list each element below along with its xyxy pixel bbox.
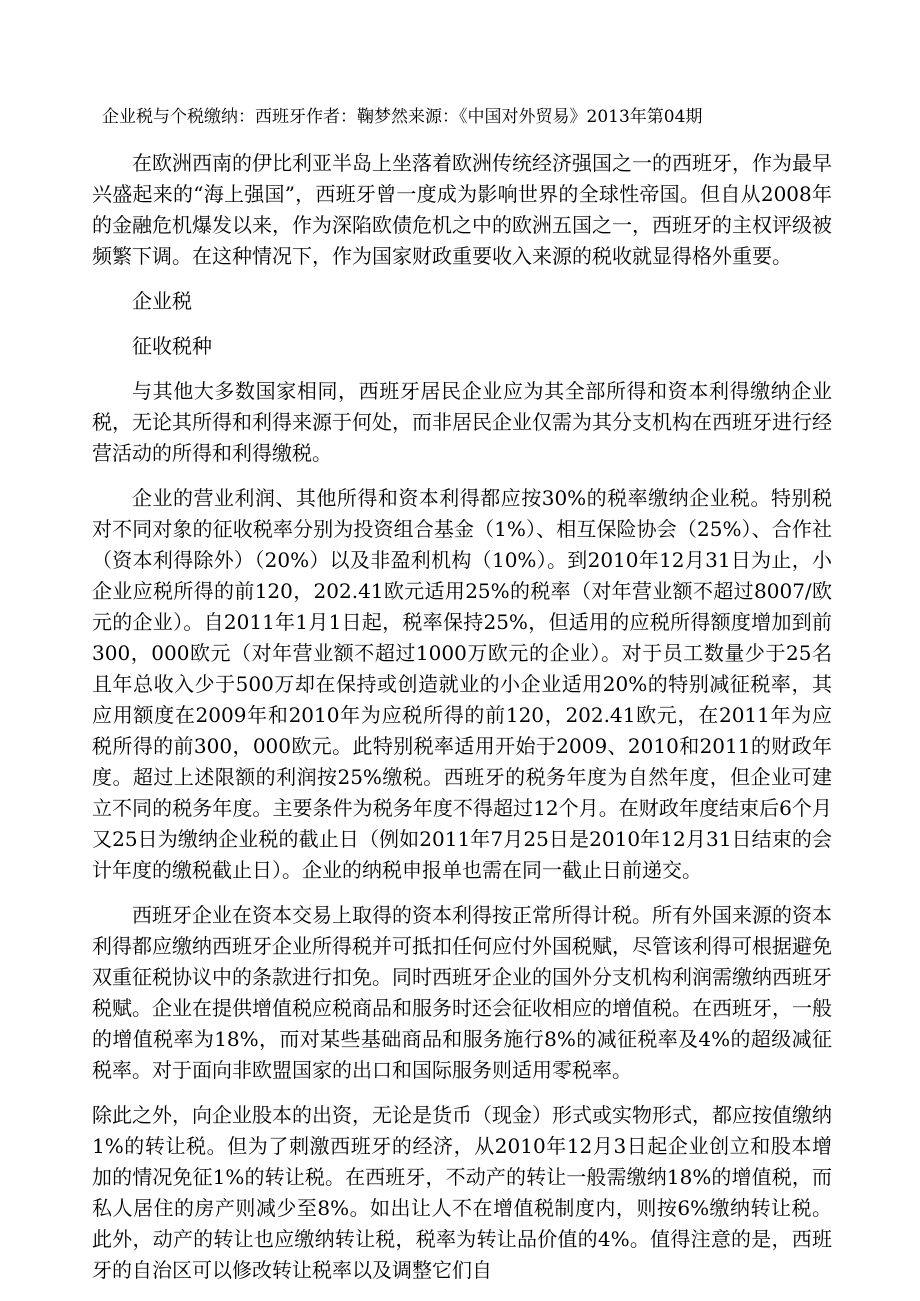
paragraph-resident-enterprises: 与其他大多数国家相同，西班牙居民企业应为其全部所得和资本利得缴纳企业税，无论其所得和利得来源于何处，而非居民企业仅需为其分支机构在西班牙进行经营活动的所得和利得缴税。	[92, 379, 832, 465]
document-title: 企业税与个税缴纳：西班牙作者：鞠梦然来源：《中国对外贸易》2013年第04期	[102, 107, 703, 127]
section-heading-tax-types: 征收税种	[132, 334, 212, 358]
section-heading-corporate-tax: 企业税	[132, 289, 192, 313]
paragraph-capital-gains-vat: 西班牙企业在资本交易上取得的资本利得按正常所得计税。所有外国来源的资本利得都应缴纳西班牙企业所得税并可抵扣任何应付外国税赋，尽管该利得可根据避免双重征税协议中的条款进行扣免。同时西班牙企业的国外分支机构利润需缴纳西班牙税赋。企业在提供增值税应税商品和服务时还会征收相应的增值税。在西班牙，一般的增值税率为18%，而对某些基础商品和服务施行8%的减征税率及4%的超级减征税率。对于面向非欧盟国家的出口和国际服务则适用零税率。	[92, 903, 832, 1082]
paragraph-tax-rates: 企业的营业利润、其他所得和资本利得都应按30%的税率缴纳企业税。特别税对不同对象的征收税率分别为投资组合基金（1%）、相互保险协会（25%）、合作社（资本利得除外）（20%）以及非盈利机构（10%）。到2010年12月31日为止，小企业应税所得的前120，202.41欧元适用25%的税率（对年营业额不超过8007/欧元的企业）。自2011年1月1日起，税率保持25%，但适用的应税所得额度增加到前300，000欧元（对年营业额不超过1000万欧元的企业）。对于员工数量少于25名且年总收入少于500万却在保持或创造就业的小企业适用20%的特别减征税率，其应用额度在2009年和2010年为应税所得的前120，202.41欧元，在2011年为应税所得的前300，000欧元。此特别税率适用开始于2009、2010和2011的财政年度。超过上述限额的利润按25%缴税。西班牙的税务年度为自然年度，但企业可建立不同的税务年度。主要条件为税务年度不得超过12个月。在财政年度结束后6个月又25日为缴纳企业税的截止日（例如2011年7月25日是2010年12月31日结束的会计年度的缴税截止日）。企业的纳税申报单也需在同一截止日前递交。	[92, 486, 832, 882]
paragraph-transfer-tax: 除此之外，向企业股本的出资，无论是货币（现金）形式或实物形式，都应按值缴纳1%的转让税。但为了刺激西班牙的经济，从2010年12月3日起企业创立和股本增加的情况免征1%的转让税。在西班牙，不动产的转让一般需缴纳18%的增值税，而私人居住的房产则减少至8%。如出让人不在增值税制度内，则按6%缴纳转让税。此外，动产的转让也应缴纳转让税，税率为转让品价值的4%。值得注意的是，西班牙的自治区可以修改转让税率以及调整它们自	[92, 1103, 832, 1282]
paragraph-intro: 在欧洲西南的伊比利亚半岛上坐落着欧洲传统经济强国之一的西班牙，作为最早兴盛起来的“海上强国”，西班牙曾一度成为影响世界的全球性帝国。但自从2008年的金融危机爆发以来，作为深陷欧债危机之中的欧洲五国之一，西班牙的主权评级被频繁下调。在这种情况下，作为国家财政重要收入来源的税收就显得格外重要。	[92, 151, 832, 268]
